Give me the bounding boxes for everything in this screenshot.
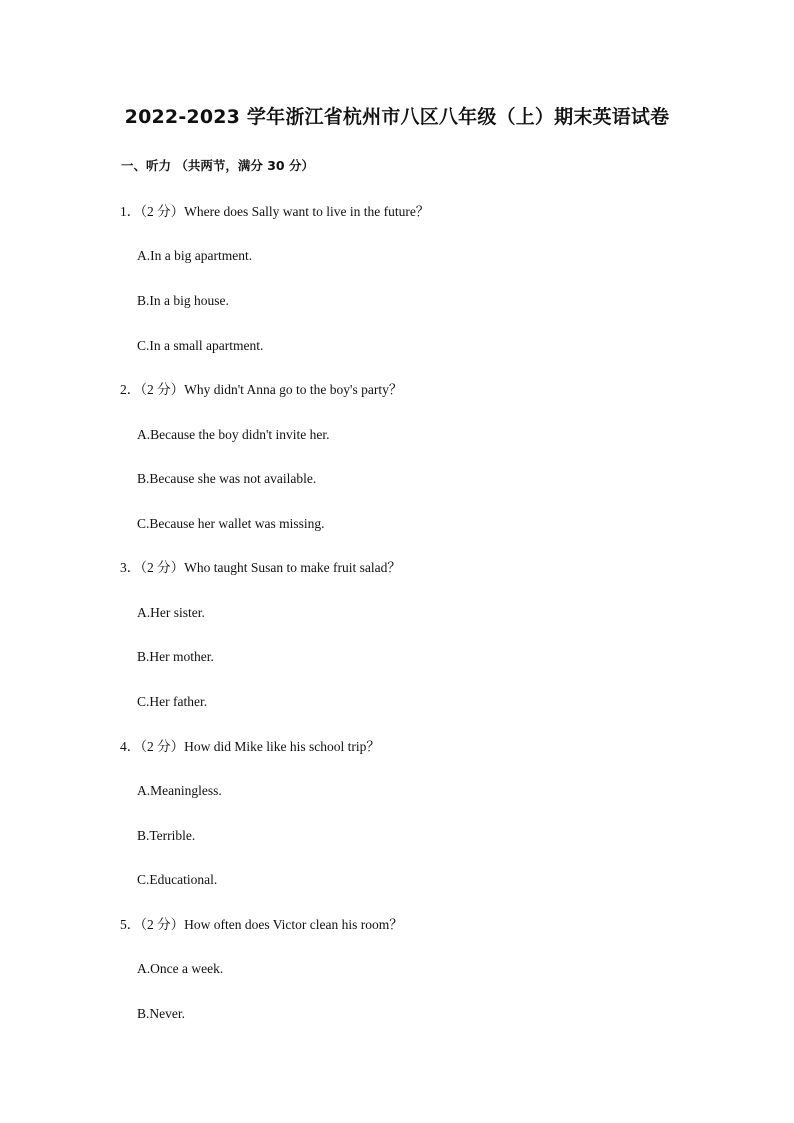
question-3-option-c: C.Her father. xyxy=(137,694,208,709)
question-5-option-b: B.Never. xyxy=(137,1006,185,1021)
question-2-option-b: B.Because she was not available. xyxy=(137,471,317,486)
page-title: 2022-2023 学年浙江省杭州市八区八年级（上）期末英语试卷 xyxy=(124,106,670,128)
question-1-option-c: C.In a small apartment. xyxy=(137,338,264,353)
question-4-option-c: C.Educational. xyxy=(137,872,218,887)
section-heading-listening: 一、听力 （共两节，满分 30 分） xyxy=(121,158,314,173)
question-4: 4．（2 分）How did Mike like his school trip？ xyxy=(120,739,380,754)
question-2-option-c: C.Because her wallet was missing. xyxy=(137,516,325,531)
question-3-option-b: B.Her mother. xyxy=(137,649,214,664)
question-5-option-a: A.Once a week. xyxy=(137,961,224,976)
question-4-option-b: B.Terrible. xyxy=(137,828,196,843)
question-1-option-a: A.In a big apartment. xyxy=(137,248,253,263)
question-2-option-a: A.Because the boy didn't invite her. xyxy=(137,427,330,442)
question-3-option-a: A.Her sister. xyxy=(137,605,205,620)
question-2: 2．（2 分）Why didn't Anna go to the boy's party？ xyxy=(120,382,403,397)
question-1: 1．（2 分）Where does Sally want to live in the future？ xyxy=(120,204,430,219)
question-1-option-b: B.In a big house. xyxy=(137,293,229,308)
question-5: 5．（2 分）How often does Victor clean his room？ xyxy=(120,917,403,932)
question-3: 3．（2 分）Who taught Susan to make fruit salad？ xyxy=(120,560,401,575)
question-4-option-a: A.Meaningless. xyxy=(137,783,222,798)
